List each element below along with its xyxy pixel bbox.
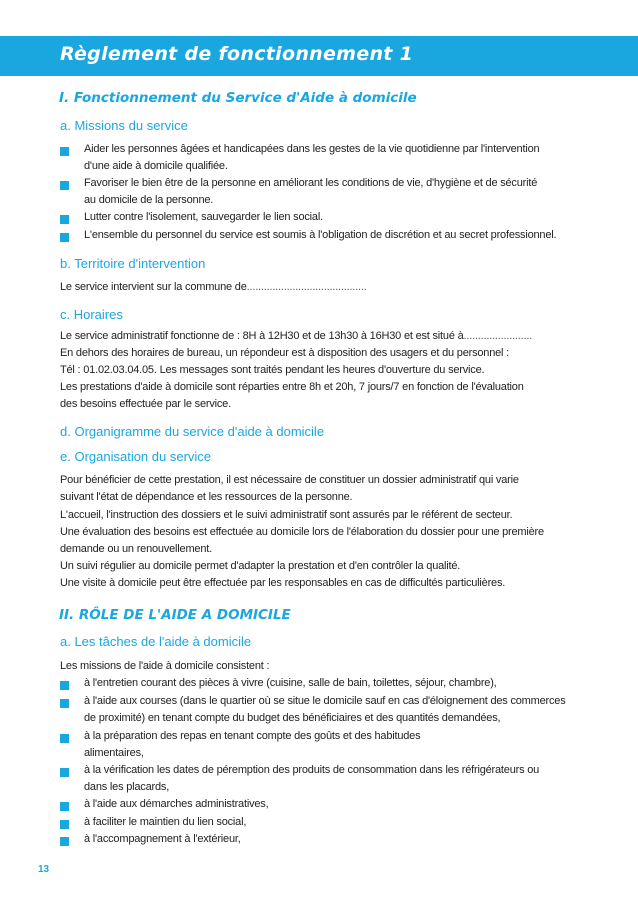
bullet-square-icon (60, 681, 69, 690)
bullet-square-icon (60, 734, 69, 743)
subsection-d-title: d. Organigramme du service d'aide à domicile (60, 424, 325, 439)
page-number: 13 (38, 864, 50, 875)
list-item: à l'aide aux courses (dans le quartier où se situe le domicile sauf en cas d'éloignement des commerces de proximité) en tenant compte du budget des bénéficiaires et des quantités demandées, (84, 695, 566, 724)
organisation-text: Pour bénéficier de cette prestation, il est nécessaire de constituer un dossier administratif qui varie (60, 474, 519, 486)
organisation-text: Une visite à domicile peut être effectuée par les responsables en cas de difficultés particulières. (60, 577, 506, 589)
list-item: Lutter contre l'isolement, sauvegarder le lien social. (84, 211, 323, 223)
subsection-e-title: e. Organisation du service (60, 449, 212, 464)
organisation-text: L'accueil, l'instruction des dossiers et le suivi administratif sont assurés par le référent de secteur. (60, 509, 513, 521)
organisation-text: demande ou un renouvellement. (60, 543, 212, 555)
list-item: à faciliter le maintien du lien social, (84, 816, 247, 828)
hours-text: des besoins effectuée par le service. (60, 398, 231, 410)
hours-text: Les prestations d'aide à domicile sont réparties entre 8h et 20h, 7 jours/7 en fonction de l'évaluation (60, 381, 524, 393)
list-item: Favoriser le bien être de la personne en améliorant les conditions de vie, d'hygiène et de sécurité au domicile de la personne. (84, 177, 538, 206)
bullet-square-icon (60, 820, 69, 829)
section-1-heading: I. Fonctionnement du Service d'Aide à domicile (59, 90, 417, 106)
list-item: Aider les personnes âgées et handicapées dans les gestes de la vie quotidienne par l'intervention d'une aide à domicile qualifiée. (84, 143, 540, 172)
hours-text: Le service administratif fonctionne de : 8H à 12H30 et de 13h30 à 16H30 et est situé à........................ (60, 330, 533, 342)
list-item: à l'accompagnement à l'extérieur, (84, 833, 241, 845)
section-2-heading: II. RÔLE DE L'AIDE A DOMICILE (59, 607, 291, 623)
page-title: Règlement de fonctionnement 1 (60, 43, 414, 65)
list-item: à l'aide aux démarches administratives, (84, 798, 269, 810)
list-item: à la vérification les dates de péremption des produits de consommation dans les réfrigérateurs ou dans les placards, (84, 764, 540, 793)
organisation-text: Un suivi régulier au domicile permet d'adapter la prestation et d'en contrôler la qualité. (60, 560, 461, 572)
hours-text: Tél : 01.02.03.04.05. Les messages sont traités pendant les heures d'ouverture du service. (60, 364, 485, 376)
territory-text: Le service intervient sur la commune de.......................................... (60, 281, 367, 293)
subsection-c-title: c. Horaires (60, 307, 123, 322)
bullet-square-icon (60, 215, 69, 224)
subsection-2a-title: a. Les tâches de l'aide à domicile (60, 634, 252, 649)
organisation-text: Une évaluation des besoins est effectuée au domicile lors de l'élaboration du dossier pour une première (60, 526, 544, 538)
hours-text: En dehors des horaires de bureau, un répondeur est à disposition des usagers et du personnel : (60, 347, 510, 359)
list-item: à la préparation des repas en tenant compte des goûts et des habitudes alimentaires, (84, 730, 421, 759)
list-item: L'ensemble du personnel du service est soumis à l'obligation de discrétion et au secret professionnel. (84, 229, 557, 241)
bullet-square-icon (60, 768, 69, 777)
bullet-square-icon (60, 699, 69, 708)
tasks-intro: Les missions de l'aide à domicile consistent : (60, 660, 270, 672)
subsection-b-title: b. Territoire d'intervention (60, 256, 206, 271)
list-item: à l'entretien courant des pièces à vivre (cuisine, salle de bain, toilettes, séjour, chambre), (84, 677, 497, 689)
bullet-square-icon (60, 181, 69, 190)
subsection-a-title: a. Missions du service (60, 118, 188, 133)
bullet-square-icon (60, 802, 69, 811)
organisation-text: suivant l'état de dépendance et les ressources de la personne. (60, 491, 353, 503)
bullet-square-icon (60, 837, 69, 846)
bullet-square-icon (60, 147, 69, 156)
bullet-square-icon (60, 233, 69, 242)
